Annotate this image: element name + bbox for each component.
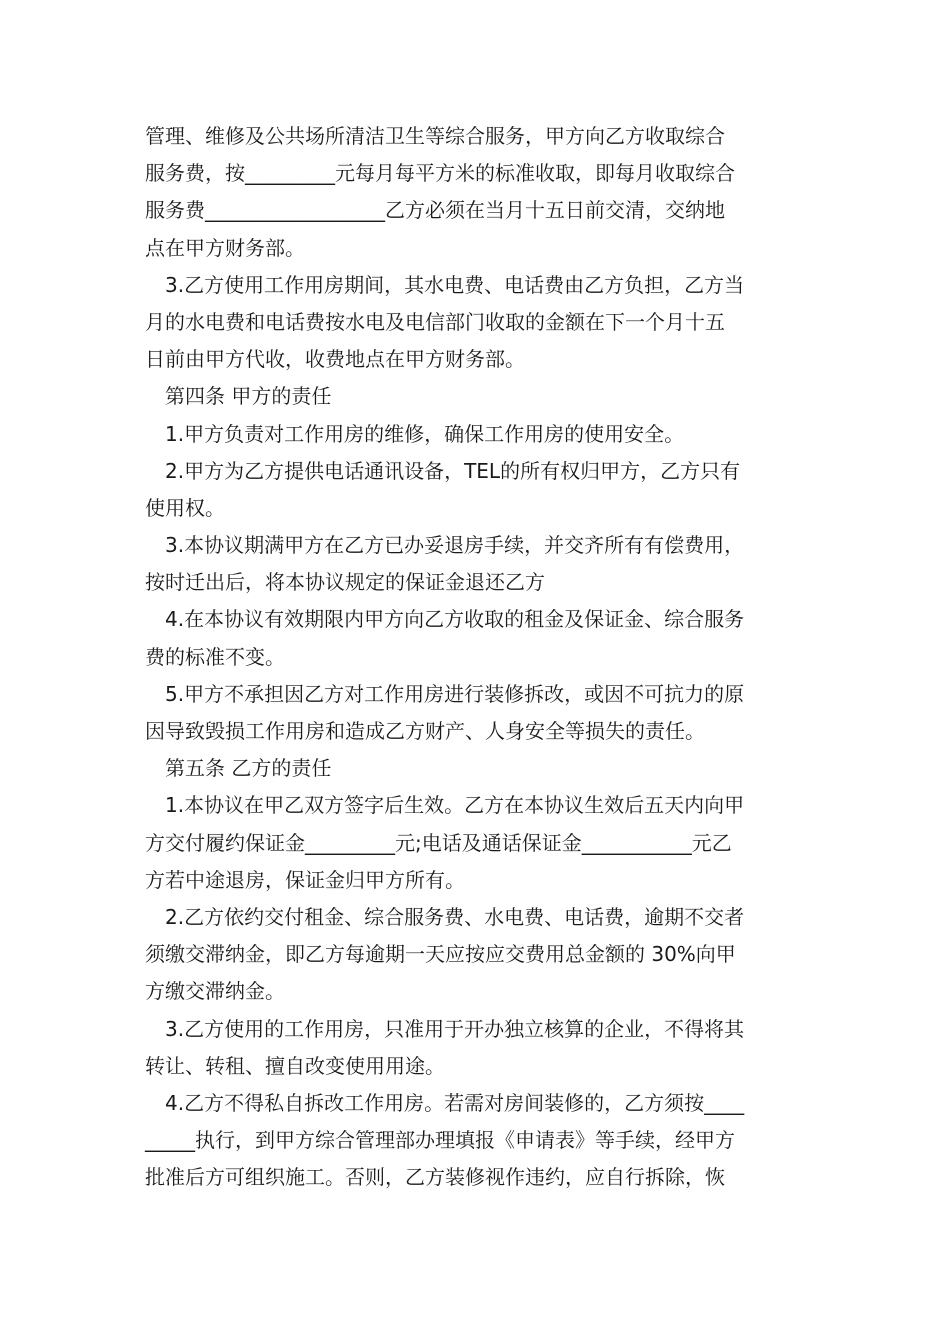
section-heading: 第四条 甲方的责任	[165, 384, 332, 409]
text-line: 费的标准不变。	[145, 644, 285, 669]
clause-line: 3.乙方使用的工作用房，只准用于开办独立核算的企业，不得将其	[165, 1016, 745, 1041]
clause-line: 2.乙方依约交付租金、综合服务费、水电费、电话费，逾期不交者	[165, 904, 745, 929]
text-line: 按时迁出后，将本协议规定的保证金退还乙方	[145, 570, 545, 595]
text-line: 方交付履约保证金_________元;电话及通话保证金___________元乙	[145, 830, 732, 855]
clause-line: 3.本协议期满甲方在乙方已办妥退房手续，并交齐所有有偿费用，	[165, 533, 745, 558]
clause-line: 1.本协议在甲乙双方签字后生效。乙方在本协议生效后五天内向甲	[165, 793, 745, 818]
text-line: 转让、转租、擅自改变使用用途。	[145, 1053, 445, 1078]
clause-line: 2.甲方为乙方提供电话通讯设备，TEL的所有权归甲方，乙方只有	[165, 458, 741, 483]
text-line: 服务费，按_________元每月每平方米的标准收取，即每月收取综合	[145, 161, 735, 186]
text-line: 使用权。	[145, 495, 225, 520]
text-line: 须缴交滞纳金，即乙方每逾期一天应按应交费用总金额的 30%向甲	[145, 942, 736, 967]
text-line: 服务费__________________乙方必须在当月十五日前交清，交纳地	[145, 198, 725, 223]
clause-line: 4.在本协议有效期限内甲方向乙方收取的租金及保证金、综合服务	[165, 607, 745, 632]
clause-line: 4.乙方不得私自拆改工作用房。若需对房间装修的，乙方须按____	[165, 1090, 745, 1115]
section-heading: 第五条 乙方的责任	[165, 756, 332, 781]
text-line: 方若中途退房，保证金归甲方所有。	[145, 867, 465, 892]
text-line: 管理、维修及公共场所清洁卫生等综合服务，甲方向乙方收取综合	[145, 124, 725, 148]
text-line: 因导致毁损工作用房和造成乙方财产、人身安全等损失的责任。	[145, 719, 705, 743]
clause-3-line: 3.乙方使用工作用房期间，其水电费、电话费由乙方负担，乙方当	[165, 272, 745, 297]
clause-line: 5.甲方不承担因乙方对工作用房进行装修拆改，或因不可抗力的原	[165, 681, 745, 706]
text-line: 日前由甲方代收，收费地点在甲方财务部。	[145, 347, 525, 372]
text-line: _____执行，到甲方综合管理部办理填报《申请表》等手续，经甲方	[145, 1128, 735, 1153]
text-line: 批准后方可组织施工。否则，乙方装修视作违约，应自行拆除，恢	[145, 1165, 725, 1190]
clause-line: 1.甲方负责对工作用房的维修，确保工作用房的使用安全。	[165, 421, 685, 446]
text-line: 点在甲方财务部。	[145, 235, 305, 260]
text-line: 月的水电费和电话费按水电及电信部门收取的金额在下一个月十五	[145, 309, 725, 334]
document-body	[145, 118, 807, 1196]
text-line: 方缴交滞纳金。	[145, 979, 285, 1004]
